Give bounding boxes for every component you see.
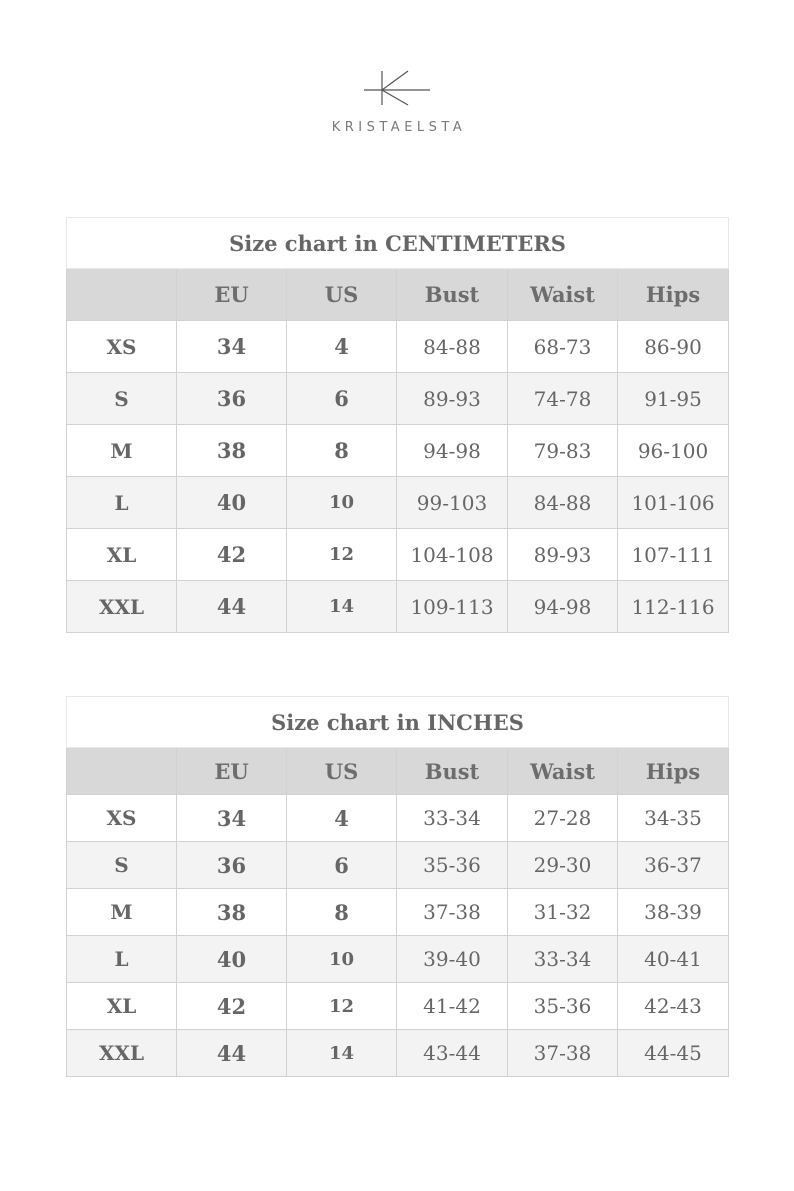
column-header (67, 748, 177, 795)
eu-size-cell: 42 (177, 529, 287, 581)
table-row (67, 321, 729, 373)
size-chart-centimeters (66, 217, 729, 633)
hips-cell: 101-106 (618, 477, 729, 529)
column-header: US (287, 748, 397, 795)
bust-cell: 37-38 (397, 889, 508, 936)
waist-cell: 68-73 (508, 321, 618, 373)
brand-monogram-icon (362, 68, 432, 108)
waist-cell: 27-28 (508, 795, 618, 842)
eu-size-cell: 34 (177, 321, 287, 373)
us-size-cell: 14 (287, 1030, 397, 1077)
us-size-cell: 8 (287, 889, 397, 936)
size-label: M (67, 425, 177, 477)
bust-cell: 89-93 (397, 373, 508, 425)
table-header-row (67, 269, 729, 321)
size-label: XXL (67, 581, 177, 633)
bust-cell: 99-103 (397, 477, 508, 529)
waist-cell: 35-36 (508, 983, 618, 1030)
hips-cell: 42-43 (618, 983, 729, 1030)
waist-cell: 79-83 (508, 425, 618, 477)
bust-cell: 109-113 (397, 581, 508, 633)
eu-size-cell: 44 (177, 1030, 287, 1077)
waist-cell: 74-78 (508, 373, 618, 425)
bust-cell: 41-42 (397, 983, 508, 1030)
size-label: XS (67, 321, 177, 373)
us-size-cell: 14 (287, 581, 397, 633)
us-size-cell: 4 (287, 795, 397, 842)
us-size-cell: 10 (287, 477, 397, 529)
hips-cell: 34-35 (618, 795, 729, 842)
bust-cell: 94-98 (397, 425, 508, 477)
column-header: EU (177, 269, 287, 321)
size-label: S (67, 373, 177, 425)
size-label: S (67, 842, 177, 889)
table-title-row (67, 697, 729, 748)
waist-cell: 37-38 (508, 1030, 618, 1077)
eu-size-cell: 40 (177, 936, 287, 983)
brand-logo (0, 68, 794, 135)
table-title-row (67, 218, 729, 269)
size-label: XS (67, 795, 177, 842)
size-label: M (67, 889, 177, 936)
bust-cell: 33-34 (397, 795, 508, 842)
waist-cell: 31-32 (508, 889, 618, 936)
hips-cell: 44-45 (618, 1030, 729, 1077)
column-header: Waist (508, 269, 618, 321)
hips-cell: 36-37 (618, 842, 729, 889)
eu-size-cell: 40 (177, 477, 287, 529)
us-size-cell: 6 (287, 842, 397, 889)
table-row (67, 529, 729, 581)
us-size-cell: 12 (287, 529, 397, 581)
bust-cell: 43-44 (397, 1030, 508, 1077)
size-label: L (67, 477, 177, 529)
hips-cell: 107-111 (618, 529, 729, 581)
size-label: XL (67, 983, 177, 1030)
column-header: Waist (508, 748, 618, 795)
us-size-cell: 8 (287, 425, 397, 477)
column-header: Hips (618, 269, 729, 321)
size-label: L (67, 936, 177, 983)
eu-size-cell: 34 (177, 795, 287, 842)
column-header (67, 269, 177, 321)
column-header: EU (177, 748, 287, 795)
table-row (67, 1030, 729, 1077)
table-row (67, 425, 729, 477)
us-size-cell: 4 (287, 321, 397, 373)
table-row (67, 373, 729, 425)
bust-cell: 35-36 (397, 842, 508, 889)
column-header: Hips (618, 748, 729, 795)
waist-cell: 29-30 (508, 842, 618, 889)
table-row (67, 581, 729, 633)
column-header: Bust (397, 748, 508, 795)
table-title: Size chart in INCHES (67, 697, 729, 748)
table-row (67, 983, 729, 1030)
bust-cell: 39-40 (397, 936, 508, 983)
hips-cell: 112-116 (618, 581, 729, 633)
column-header: US (287, 269, 397, 321)
table-row (67, 842, 729, 889)
waist-cell: 89-93 (508, 529, 618, 581)
waist-cell: 84-88 (508, 477, 618, 529)
table-row (67, 795, 729, 842)
eu-size-cell: 36 (177, 373, 287, 425)
us-size-cell: 6 (287, 373, 397, 425)
table-header-row (67, 748, 729, 795)
table-row (67, 477, 729, 529)
column-header: Bust (397, 269, 508, 321)
hips-cell: 96-100 (618, 425, 729, 477)
size-chart-inches (66, 696, 729, 1077)
size-label: XL (67, 529, 177, 581)
bust-cell: 104-108 (397, 529, 508, 581)
bust-cell: 84-88 (397, 321, 508, 373)
eu-size-cell: 36 (177, 842, 287, 889)
table-row (67, 936, 729, 983)
eu-size-cell: 44 (177, 581, 287, 633)
eu-size-cell: 42 (177, 983, 287, 1030)
table-row (67, 889, 729, 936)
brand-name: KRISTAELSTA (331, 120, 467, 135)
table-title: Size chart in CENTIMETERS (67, 218, 729, 269)
eu-size-cell: 38 (177, 889, 287, 936)
hips-cell: 86-90 (618, 321, 729, 373)
hips-cell: 91-95 (618, 373, 729, 425)
hips-cell: 40-41 (618, 936, 729, 983)
us-size-cell: 12 (287, 983, 397, 1030)
waist-cell: 94-98 (508, 581, 618, 633)
eu-size-cell: 38 (177, 425, 287, 477)
hips-cell: 38-39 (618, 889, 729, 936)
size-label: XXL (67, 1030, 177, 1077)
waist-cell: 33-34 (508, 936, 618, 983)
us-size-cell: 10 (287, 936, 397, 983)
